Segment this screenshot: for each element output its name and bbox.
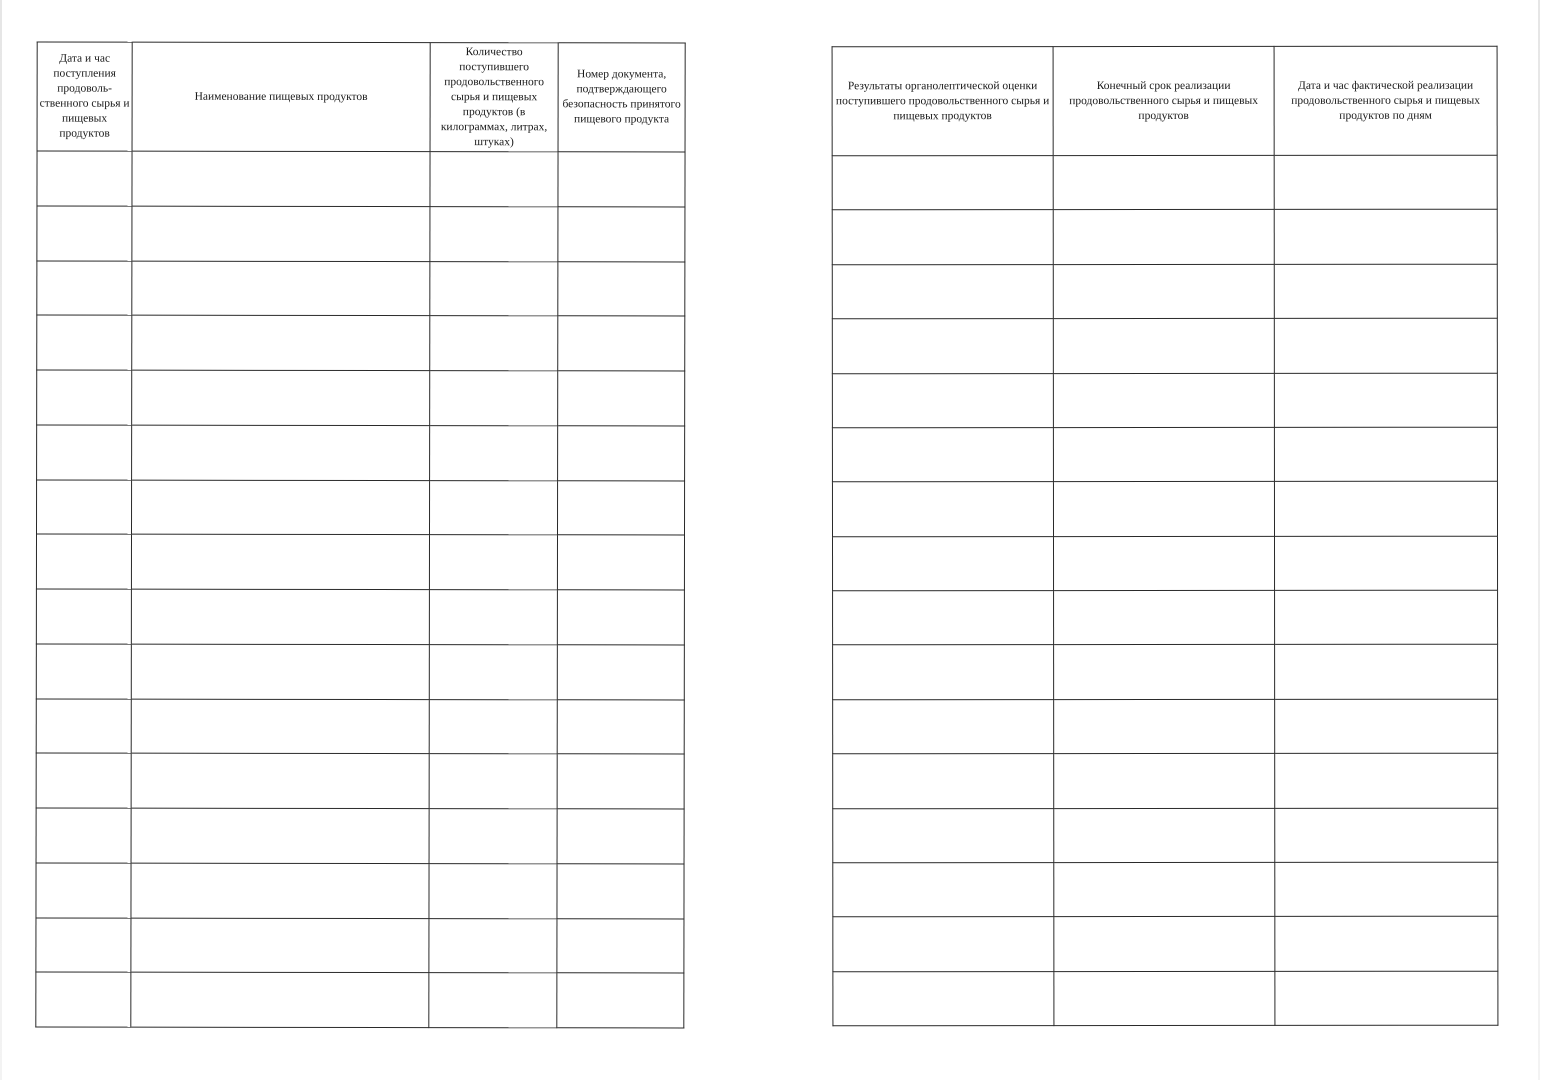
- table-row: [832, 481, 1497, 536]
- table-row: [37, 261, 685, 317]
- table-cell[interactable]: [132, 315, 430, 370]
- table-cell[interactable]: [429, 590, 557, 645]
- table-cell[interactable]: [558, 426, 685, 481]
- table-cell[interactable]: [131, 589, 429, 644]
- table-cell[interactable]: [833, 699, 1054, 754]
- column-header-actual-sale-date: Дата и час фактической реализации продовольственного сырья и пищевых продуктов по дням: [1274, 46, 1497, 155]
- table-row: [36, 699, 684, 755]
- table-cell[interactable]: [1054, 862, 1275, 917]
- table-cell[interactable]: [1274, 264, 1497, 319]
- table-cell[interactable]: [1054, 808, 1275, 863]
- table-row: [36, 753, 684, 809]
- table-cell[interactable]: [1053, 319, 1274, 374]
- table-cell[interactable]: [131, 534, 429, 589]
- table-cell[interactable]: [557, 699, 684, 754]
- table-cell[interactable]: [36, 589, 131, 644]
- table-cell[interactable]: [1053, 264, 1274, 319]
- table-cell[interactable]: [430, 480, 558, 535]
- table-cell[interactable]: [1054, 971, 1275, 1026]
- table-row: [832, 155, 1497, 210]
- table-row: [36, 972, 684, 1028]
- table-cell[interactable]: [430, 425, 558, 480]
- table-cell[interactable]: [36, 863, 131, 918]
- table-cell[interactable]: [557, 645, 684, 700]
- table-cell[interactable]: [429, 863, 557, 918]
- left-table-body: [36, 151, 685, 1028]
- table-cell[interactable]: [558, 152, 685, 207]
- table-cell[interactable]: [36, 753, 131, 808]
- table-cell[interactable]: [430, 261, 558, 316]
- table-cell[interactable]: [37, 425, 132, 480]
- table-cell[interactable]: [1054, 590, 1275, 645]
- table-cell[interactable]: [1274, 427, 1497, 482]
- table-row: [832, 210, 1497, 265]
- table-cell[interactable]: [1274, 373, 1497, 428]
- table-cell[interactable]: [1275, 862, 1498, 917]
- table-cell[interactable]: [131, 972, 429, 1027]
- table-cell[interactable]: [832, 156, 1053, 211]
- table-cell[interactable]: [36, 808, 131, 863]
- table-cell[interactable]: [832, 210, 1053, 265]
- table-cell[interactable]: [1054, 645, 1275, 700]
- table-cell[interactable]: [557, 535, 684, 590]
- right-header-row: [832, 46, 1497, 156]
- table-row: [833, 699, 1498, 754]
- table-row: [833, 862, 1498, 917]
- table-row: [832, 373, 1497, 428]
- table-row: [37, 425, 685, 481]
- table-cell[interactable]: [131, 644, 429, 699]
- table-cell[interactable]: [1054, 536, 1275, 591]
- table-cell[interactable]: [36, 644, 131, 699]
- table-cell[interactable]: [1275, 536, 1498, 591]
- table-cell[interactable]: [429, 535, 557, 590]
- table-cell[interactable]: [833, 862, 1054, 917]
- table-cell[interactable]: [36, 972, 131, 1027]
- table-row: [37, 206, 685, 262]
- table-row: [36, 534, 684, 590]
- table-cell[interactable]: [558, 371, 685, 426]
- left-page-edge: [0, 0, 2, 1080]
- table-cell[interactable]: [832, 319, 1053, 374]
- table-row: [37, 315, 685, 371]
- table-cell[interactable]: [832, 482, 1053, 537]
- table-cell[interactable]: [557, 809, 684, 864]
- table-cell[interactable]: [430, 206, 558, 261]
- table-cell[interactable]: [37, 206, 132, 261]
- table-cell[interactable]: [131, 918, 429, 973]
- table-row: [36, 808, 684, 864]
- column-header-quantity: Количество поступившего продовольственного сырья и пищевых продуктов (в килограммах, литрах, штуках): [430, 43, 558, 152]
- table-cell[interactable]: [833, 971, 1054, 1026]
- table-cell[interactable]: [1274, 318, 1497, 373]
- table-cell[interactable]: [1275, 916, 1498, 971]
- table-row: [833, 536, 1498, 591]
- table-cell[interactable]: [1053, 427, 1274, 482]
- table-cell[interactable]: [557, 973, 684, 1028]
- table-cell[interactable]: [132, 425, 430, 480]
- table-cell[interactable]: [558, 316, 685, 371]
- table-row: [833, 916, 1498, 971]
- table-row: [832, 427, 1497, 482]
- table-cell[interactable]: [833, 808, 1054, 863]
- table-cell[interactable]: [1053, 155, 1274, 210]
- table-row: [833, 808, 1498, 863]
- table-cell[interactable]: [1274, 481, 1497, 536]
- left-header-row: [37, 42, 685, 152]
- table-cell[interactable]: [131, 699, 429, 754]
- table-cell[interactable]: [430, 371, 558, 426]
- table-row: [37, 151, 685, 207]
- table-cell[interactable]: [131, 808, 429, 863]
- table-cell[interactable]: [429, 973, 557, 1028]
- table-row: [833, 753, 1498, 808]
- table-row: [833, 971, 1498, 1026]
- table-cell[interactable]: [132, 261, 430, 316]
- column-header-organoleptic-results: Результаты органолептической оценки поступившего продовольственного сырья и пищевых продуктов: [832, 47, 1053, 156]
- table-cell[interactable]: [429, 754, 557, 809]
- table-cell[interactable]: [37, 261, 132, 316]
- table-cell[interactable]: [557, 590, 684, 645]
- table-cell[interactable]: [557, 754, 684, 809]
- table-cell[interactable]: [37, 315, 132, 370]
- table-cell[interactable]: [833, 917, 1054, 972]
- table-cell[interactable]: [833, 754, 1054, 809]
- table-cell[interactable]: [1275, 753, 1498, 808]
- right-table-body: [832, 155, 1498, 1026]
- table-cell[interactable]: [832, 373, 1053, 428]
- table-cell[interactable]: [37, 151, 132, 206]
- table-cell[interactable]: [1274, 210, 1497, 265]
- table-cell[interactable]: [832, 264, 1053, 319]
- table-cell[interactable]: [1275, 590, 1498, 645]
- table-cell[interactable]: [557, 864, 684, 919]
- table-row: [833, 645, 1498, 700]
- table-cell[interactable]: [1054, 917, 1275, 972]
- table-cell[interactable]: [557, 918, 684, 973]
- table-cell[interactable]: [1275, 971, 1498, 1026]
- table-row: [36, 644, 684, 700]
- table-row: [37, 480, 685, 536]
- table-cell[interactable]: [1275, 645, 1498, 700]
- table-cell[interactable]: [429, 644, 557, 699]
- table-cell[interactable]: [36, 699, 131, 754]
- table-cell[interactable]: [132, 370, 430, 425]
- table-cell[interactable]: [429, 809, 557, 864]
- column-header-date-received: Дата и час поступления продоволь-ственного сырья и пищевых продуктов: [37, 42, 132, 151]
- table-cell[interactable]: [131, 863, 429, 918]
- table-cell[interactable]: [131, 753, 429, 808]
- table-cell[interactable]: [36, 534, 131, 589]
- table-cell[interactable]: [833, 645, 1054, 700]
- table-cell[interactable]: [132, 480, 430, 535]
- table-cell[interactable]: [37, 370, 132, 425]
- table-cell[interactable]: [1275, 808, 1498, 863]
- left-journal-table: [35, 42, 685, 1029]
- table-cell[interactable]: [558, 261, 685, 316]
- table-cell[interactable]: [37, 480, 132, 535]
- right-journal-table: [832, 46, 1499, 1027]
- column-header-expiry-date: Конечный срок реализации продовольственного сырья и пищевых продуктов: [1053, 46, 1274, 155]
- table-row: [36, 863, 684, 919]
- table-row: [37, 370, 685, 426]
- table-cell[interactable]: [558, 480, 685, 535]
- column-header-product-name: Наименование пищевых продуктов: [132, 42, 430, 151]
- table-cell[interactable]: [558, 207, 685, 262]
- table-cell[interactable]: [1053, 482, 1274, 537]
- table-cell[interactable]: [429, 918, 557, 973]
- table-cell[interactable]: [833, 591, 1054, 646]
- table-row: [832, 318, 1497, 373]
- column-header-safety-document: Номер документа, подтверждающего безопасность принятого пищевого продукта: [558, 43, 685, 152]
- table-cell[interactable]: [832, 427, 1053, 482]
- table-cell[interactable]: [833, 536, 1054, 591]
- table-cell[interactable]: [36, 918, 131, 973]
- table-cell[interactable]: [1053, 210, 1274, 265]
- table-row: [832, 264, 1497, 319]
- table-cell[interactable]: [429, 699, 557, 754]
- table-cell[interactable]: [1274, 155, 1497, 210]
- table-row: [36, 918, 684, 974]
- table-row: [36, 589, 684, 645]
- table-cell[interactable]: [430, 316, 558, 371]
- table-row: [833, 590, 1498, 645]
- table-cell[interactable]: [1275, 699, 1498, 754]
- table-cell[interactable]: [1054, 754, 1275, 809]
- table-cell[interactable]: [132, 206, 430, 261]
- table-cell[interactable]: [132, 151, 430, 206]
- table-cell[interactable]: [1054, 699, 1275, 754]
- table-cell[interactable]: [1053, 373, 1274, 428]
- table-cell[interactable]: [430, 152, 558, 207]
- right-page-edge: [1538, 0, 1540, 1080]
